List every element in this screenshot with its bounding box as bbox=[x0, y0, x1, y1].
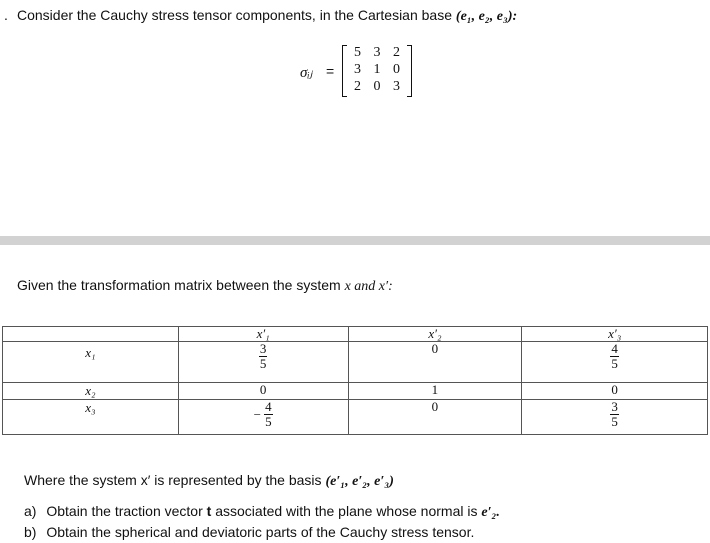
fraction-denominator: 5 bbox=[259, 356, 267, 371]
question-a-normal: e′₂. bbox=[481, 505, 500, 520]
matrix-cell: 3 bbox=[393, 79, 400, 94]
intro-basis: (e₁, e₂, e₃): bbox=[455, 9, 518, 24]
question-a-text: Obtain the traction vector bbox=[46, 503, 203, 519]
where-line bbox=[24, 472, 394, 490]
matrix-cell: 2 bbox=[354, 79, 361, 94]
fraction-denominator: 5 bbox=[265, 414, 272, 429]
table-row bbox=[3, 383, 708, 400]
right-bracket bbox=[407, 45, 412, 97]
fraction bbox=[610, 342, 619, 371]
header-empty-cell bbox=[3, 327, 179, 342]
question-a-label: a) bbox=[24, 503, 37, 519]
table-row bbox=[3, 400, 708, 435]
matrix-cell: 0 bbox=[373, 79, 381, 94]
row-label-x1: x₁ bbox=[3, 342, 179, 383]
fraction bbox=[610, 400, 619, 429]
given-text: Given the transformation matrix between the system bbox=[17, 277, 341, 293]
cell-r3c3 bbox=[522, 400, 708, 435]
intro-text: Consider the Cauchy stress tensor components, in the Cartesian base bbox=[17, 7, 453, 23]
question-a-rest: associated with the plane whose normal is bbox=[215, 503, 478, 519]
matrix-cell: 5 bbox=[354, 45, 361, 60]
left-bracket bbox=[342, 45, 347, 97]
matrix-cell: 3 bbox=[354, 62, 361, 77]
given-math: x and x′: bbox=[344, 279, 393, 294]
question-b bbox=[24, 524, 474, 540]
header-x2prime: x′₂ bbox=[348, 327, 522, 342]
table-header-row bbox=[3, 327, 708, 342]
given-line bbox=[17, 277, 393, 295]
header-x3prime: x′₃ bbox=[522, 327, 708, 342]
cell-r1c3 bbox=[522, 342, 708, 383]
cell-r2c3: 0 bbox=[522, 383, 708, 400]
section-divider bbox=[0, 236, 710, 245]
sigma-symbol: σᵢⱼ bbox=[300, 65, 313, 81]
matrix-row bbox=[348, 78, 406, 95]
cell-r2c2: 1 bbox=[348, 383, 522, 400]
matrix-row bbox=[348, 61, 406, 78]
cell-r3c2: 0 bbox=[348, 400, 522, 435]
matrix-cell: 1 bbox=[373, 62, 381, 77]
matrix-row bbox=[348, 44, 406, 61]
where-basis: (e′₁, e′₂, e′₃) bbox=[325, 474, 394, 489]
cell-r1c2: 0 bbox=[348, 342, 522, 383]
intro-line bbox=[4, 7, 518, 25]
question-a bbox=[24, 503, 500, 521]
cell-r1c1 bbox=[178, 342, 348, 383]
fraction-denominator: 5 bbox=[611, 356, 618, 371]
matrix-cell: 2 bbox=[393, 45, 400, 60]
fraction bbox=[259, 342, 268, 371]
matrix-cell: 3 bbox=[373, 45, 381, 60]
matrix-cell: 0 bbox=[393, 62, 400, 77]
fraction bbox=[264, 400, 273, 429]
question-b-label: b) bbox=[24, 524, 37, 540]
fraction-numerator: 3 bbox=[611, 399, 618, 414]
table-row bbox=[3, 342, 708, 383]
fraction-numerator: 4 bbox=[265, 399, 272, 414]
fraction-denominator: 5 bbox=[611, 414, 618, 429]
where-text: Where the system x′ is represented by the basis bbox=[24, 472, 322, 488]
bullet-dash: . bbox=[4, 7, 8, 23]
matrix-values bbox=[348, 44, 406, 95]
cell-r2c1: 0 bbox=[178, 383, 348, 400]
equals-sign: = bbox=[326, 63, 335, 79]
transformation-table bbox=[2, 326, 708, 435]
fraction-numerator: 3 bbox=[259, 341, 267, 356]
row-label-x2: x₂ bbox=[3, 383, 179, 400]
minus-sign: − bbox=[253, 407, 261, 422]
cell-r3c1 bbox=[178, 400, 348, 435]
fraction-numerator: 4 bbox=[611, 341, 618, 356]
row-label-x3: x₃ bbox=[3, 400, 179, 435]
question-b-text: Obtain the spherical and deviatoric parts of the Cauchy stress tensor. bbox=[46, 524, 475, 540]
question-a-vector: t bbox=[206, 503, 212, 519]
header-x1prime: x′₁ bbox=[178, 327, 348, 342]
